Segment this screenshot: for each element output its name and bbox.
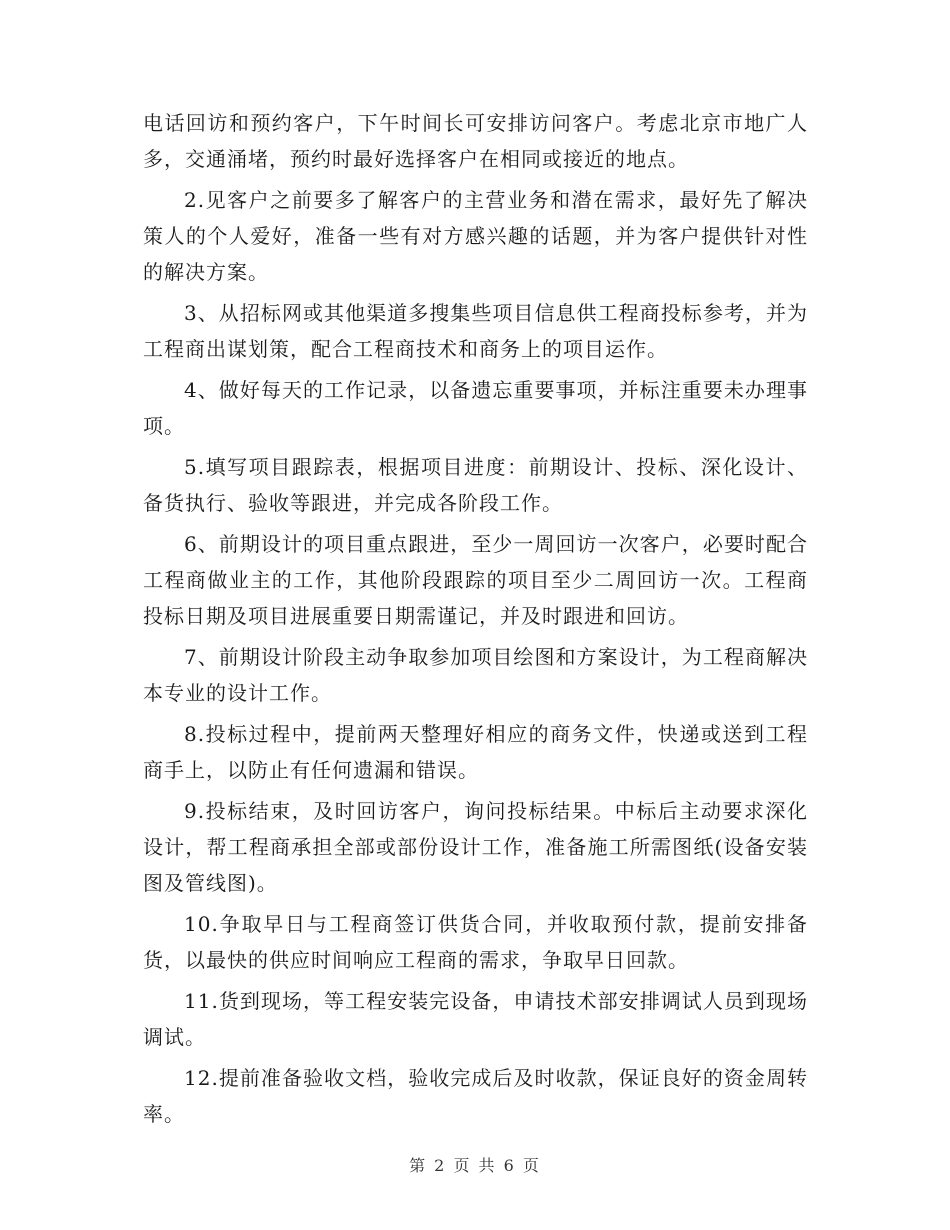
paragraph-item-3: 3、从招标网或其他渠道多搜集些项目信息供工程商投标参考，并为工程商出谋划策，配合工程商技术和商务上的项目运作。	[143, 301, 808, 361]
paragraph-item-6: 6、前期设计的项目重点跟进，至少一周回访一次客户，必要时配合工程商做业主的工作，其他阶段跟踪的项目至少二周回访一次。工程商投标日期及项目进展重要日期需谨记，并及时跟进和回访。	[143, 532, 808, 628]
paragraph-item-12: 12.提前准备验收文档，验收完成后及时收款，保证良好的资金周转率。	[143, 1066, 808, 1126]
paragraph-item-7: 7、前期设计阶段主动争取参加项目绘图和方案设计，为工程商解决本专业的设计工作。	[143, 645, 808, 705]
paragraph-item-5: 5.填写项目跟踪表，根据项目进度：前期设计、投标、深化设计、备货执行、验收等跟进，并完成各阶段工作。	[143, 455, 808, 515]
paragraph-item-4: 4、做好每天的工作记录，以备遗忘重要事项，并标注重要未办理事项。	[143, 378, 808, 438]
page-number-footer: 第 2 页 共 6 页	[409, 1156, 541, 1175]
paragraph-item-2: 2.见客户之前要多了解客户的主营业务和潜在需求，最好先了解决策人的个人爱好，准备一些有对方感兴趣的话题，并为客户提供针对性的解决方案。	[143, 188, 808, 284]
paragraph-item-10: 10.争取早日与工程商签订供货合同，并收取预付款，提前安排备货，以最快的供应时间响应工程商的需求，争取早日回款。	[143, 912, 808, 972]
paragraph-item-8: 8.投标过程中，提前两天整理好相应的商务文件，快递或送到工程商手上，以防止有任何遗漏和错误。	[143, 722, 808, 782]
paragraph-continuation: 电话回访和预约客户，下午时间长可安排访问客户。考虑北京市地广人多，交通涌堵，预约时最好选择客户在相同或接近的地点。	[143, 111, 808, 171]
paragraph-item-9: 9.投标结束，及时回访客户，询问投标结果。中标后主动要求深化设计，帮工程商承担全部或部份设计工作，准备施工所需图纸(设备安装图及管线图)。	[143, 799, 808, 895]
document-body	[143, 105, 808, 1137]
paragraph-item-11: 11.货到现场，等工程安装完设备，申请技术部安排调试人员到现场调试。	[143, 989, 808, 1049]
